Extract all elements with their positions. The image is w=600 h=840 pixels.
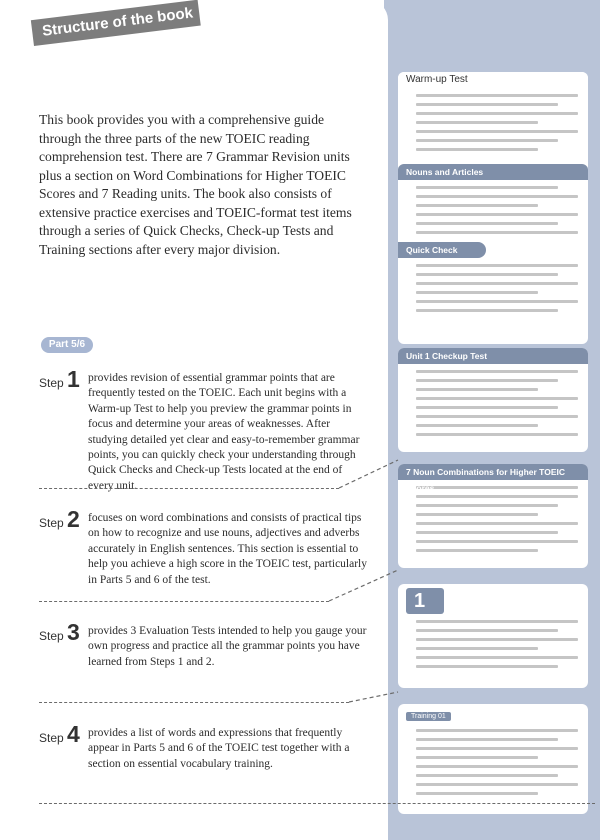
thumb-wordcomb-title: 7 Noun Combinations for Higher TOEIC Scores (398, 464, 588, 480)
step-2-label: Step 2 (39, 506, 80, 532)
thumb-checkup-title: Unit 1 Checkup Test (398, 348, 588, 364)
thumb-nouns-title: Nouns and Articles (398, 164, 588, 180)
step-4-label: Step 4 (39, 721, 80, 747)
step-2-text: focuses on word combinations and consists of practical tips on how to recognize and use nouns, adjectives and adverbs accurately in English sentences. This section is essential to help you achieve a high score in the TOEIC test, particularly in Parts 5 and 6 of the test. (88, 512, 368, 586)
step-3-text: provides 3 Evaluation Tests intended to help you gauge your own progress and practice all the grammar points you have learned from Steps 1 and 2. (88, 625, 367, 668)
step-4-text: provides a list of words and expressions that frequently appear in Parts 5 and 6 of the TOEIC test together with a section on essential vocabulary training. (88, 727, 350, 770)
step-1-text: provides revision of essential grammar points that are frequently tested on the TOEIC. Each unit begins with a Warm-up Test to help you preview the grammar points in focus and determine your areas of weaknesses. After studying detailed yet clear and easy-to-remember grammar points, you can quickly check your understanding through Quick Checks and Check-up Tests located at the end of every unit. (88, 372, 360, 492)
section-title: Structure of the book (31, 0, 201, 46)
step-1-label: Step 1 (39, 366, 80, 392)
thumb-training-title: Training 01 (406, 712, 451, 721)
thumb-quick-check-title: Quick Check (398, 242, 486, 258)
step-3-label: Step 3 (39, 619, 80, 645)
thumb-evaluation-title: 1 (406, 588, 444, 614)
part-tab: Part 5/6 (41, 337, 93, 353)
intro-paragraph: This book provides you with a comprehensive guide through the three parts of the new TOEIC reading comprehension test. There are 7 Grammar Revision units plus a section on Word Combinations for Higher TOEIC Scores and 7 Reading units. The book also consists of extensive practice exercises and TOEIC-format test items through a series of Quick Checks, Check-up Tests and Training sections after every major division. (39, 112, 352, 257)
thumb-warmup-title: Warm-up Test (398, 72, 588, 88)
